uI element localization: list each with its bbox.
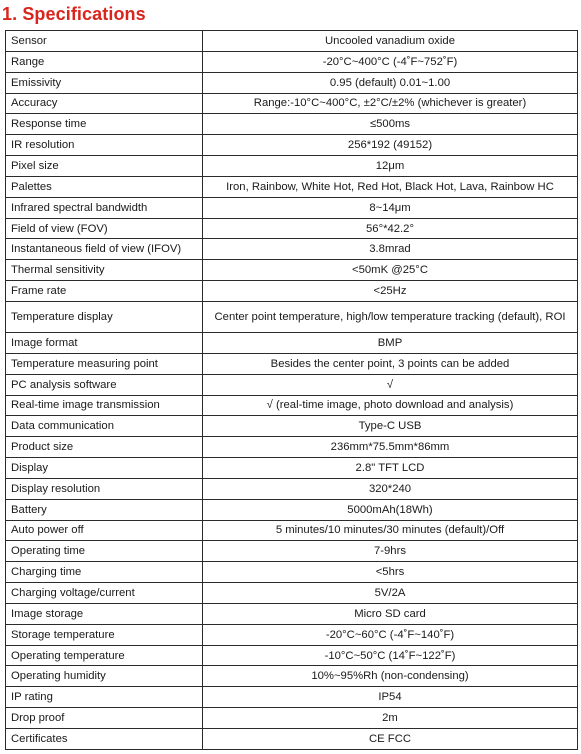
spec-value-cell: 256*192 (49152) xyxy=(203,135,578,156)
spec-value-cell: -20°C~60°C (-4˚F~140˚F) xyxy=(203,624,578,645)
spec-name-cell: Drop proof xyxy=(6,708,203,729)
spec-name-cell: Thermal sensitivity xyxy=(6,260,203,281)
table-row xyxy=(6,218,578,239)
table-row xyxy=(6,51,578,72)
spec-name-cell: Operating temperature xyxy=(6,645,203,666)
table-row xyxy=(6,562,578,583)
table-row xyxy=(6,374,578,395)
spec-name-cell: Certificates xyxy=(6,729,203,750)
spec-name-cell: Palettes xyxy=(6,176,203,197)
table-row xyxy=(6,437,578,458)
table-row xyxy=(6,624,578,645)
spec-name-cell: Operating humidity xyxy=(6,666,203,687)
table-row xyxy=(6,260,578,281)
spec-value-cell: ≤500ms xyxy=(203,114,578,135)
spec-value-cell: 10%~95%Rh (non-condensing) xyxy=(203,666,578,687)
spec-name-cell: Storage temperature xyxy=(6,624,203,645)
table-row xyxy=(6,603,578,624)
spec-name-cell: Battery xyxy=(6,499,203,520)
spec-name-cell: Pixel size xyxy=(6,156,203,177)
spec-name-cell: Instantaneous field of view (IFOV) xyxy=(6,239,203,260)
specifications-table xyxy=(5,30,578,750)
spec-value-cell: 5V/2A xyxy=(203,583,578,604)
spec-name-cell: Product size xyxy=(6,437,203,458)
spec-value-cell: 5000mAh(18Wh) xyxy=(203,499,578,520)
table-row xyxy=(6,114,578,135)
table-row xyxy=(6,395,578,416)
spec-value-cell: 8~14μm xyxy=(203,197,578,218)
spec-value-cell: IP54 xyxy=(203,687,578,708)
table-row xyxy=(6,281,578,302)
table-row xyxy=(6,416,578,437)
spec-value-cell: Besides the center point, 3 points can be added xyxy=(203,353,578,374)
spec-value-cell: 56°*42.2° xyxy=(203,218,578,239)
spec-value-cell: 3.8mrad xyxy=(203,239,578,260)
table-row xyxy=(6,666,578,687)
table-row xyxy=(6,239,578,260)
spec-name-cell: IP rating xyxy=(6,687,203,708)
spec-name-cell: Image storage xyxy=(6,603,203,624)
spec-name-cell: Temperature display xyxy=(6,301,203,332)
table-row xyxy=(6,197,578,218)
spec-name-cell: Temperature measuring point xyxy=(6,353,203,374)
spec-value-cell: Type-C USB xyxy=(203,416,578,437)
table-row xyxy=(6,156,578,177)
spec-name-cell: Frame rate xyxy=(6,281,203,302)
spec-value-cell: Uncooled vanadium oxide xyxy=(203,31,578,52)
spec-value-cell: 7-9hrs xyxy=(203,541,578,562)
table-row xyxy=(6,31,578,52)
spec-value-cell: 5 minutes/10 minutes/30 minutes (default)/Off xyxy=(203,520,578,541)
spec-name-cell: Charging voltage/current xyxy=(6,583,203,604)
spec-value-cell: 320*240 xyxy=(203,478,578,499)
spec-value-cell: CE FCC xyxy=(203,729,578,750)
specifications-table-body xyxy=(6,31,578,750)
spec-name-cell: IR resolution xyxy=(6,135,203,156)
table-row xyxy=(6,353,578,374)
spec-name-cell: Image format xyxy=(6,332,203,353)
spec-name-cell: PC analysis software xyxy=(6,374,203,395)
spec-value-cell: -10°C~50°C (14˚F~122˚F) xyxy=(203,645,578,666)
table-row xyxy=(6,520,578,541)
table-row xyxy=(6,729,578,750)
spec-value-cell: <50mK @25°C xyxy=(203,260,578,281)
table-row xyxy=(6,301,578,332)
spec-name-cell: Range xyxy=(6,51,203,72)
spec-name-cell: Display xyxy=(6,458,203,479)
spec-value-cell: Range:-10°C~400°C, ±2°C/±2% (whichever is greater) xyxy=(203,93,578,114)
spec-value-cell: Micro SD card xyxy=(203,603,578,624)
spec-value-cell: √ (real-time image, photo download and analysis) xyxy=(203,395,578,416)
spec-value-cell: Center point temperature, high/low temperature tracking (default), ROI xyxy=(203,301,578,332)
table-row xyxy=(6,645,578,666)
table-row xyxy=(6,332,578,353)
spec-value-cell: -20°C~400°C (-4˚F~752˚F) xyxy=(203,51,578,72)
spec-name-cell: Auto power off xyxy=(6,520,203,541)
table-row xyxy=(6,541,578,562)
table-row xyxy=(6,135,578,156)
table-row xyxy=(6,478,578,499)
spec-name-cell: Real-time image transmission xyxy=(6,395,203,416)
spec-value-cell: 0.95 (default) 0.01~1.00 xyxy=(203,72,578,93)
table-row xyxy=(6,708,578,729)
spec-value-cell: 236mm*75.5mm*86mm xyxy=(203,437,578,458)
spec-name-cell: Response time xyxy=(6,114,203,135)
spec-name-cell: Emissivity xyxy=(6,72,203,93)
page-title: 1. Specifications xyxy=(2,4,146,24)
spec-name-cell: Data communication xyxy=(6,416,203,437)
spec-name-cell: Display resolution xyxy=(6,478,203,499)
spec-name-cell: Field of view (FOV) xyxy=(6,218,203,239)
spec-value-cell: √ xyxy=(203,374,578,395)
table-row xyxy=(6,499,578,520)
spec-value-cell: <25Hz xyxy=(203,281,578,302)
table-row xyxy=(6,93,578,114)
table-row xyxy=(6,72,578,93)
spec-name-cell: Charging time xyxy=(6,562,203,583)
spec-value-cell: 2.8" TFT LCD xyxy=(203,458,578,479)
spec-name-cell: Accuracy xyxy=(6,93,203,114)
table-row xyxy=(6,687,578,708)
spec-name-cell: Operating time xyxy=(6,541,203,562)
spec-name-cell: Sensor xyxy=(6,31,203,52)
table-row xyxy=(6,176,578,197)
spec-value-cell: <5hrs xyxy=(203,562,578,583)
spec-value-cell: 12μm xyxy=(203,156,578,177)
spec-value-cell: 2m xyxy=(203,708,578,729)
spec-value-cell: BMP xyxy=(203,332,578,353)
spec-value-cell: Iron, Rainbow, White Hot, Red Hot, Black Hot, Lava, Rainbow HC xyxy=(203,176,578,197)
table-row xyxy=(6,583,578,604)
table-row xyxy=(6,458,578,479)
spec-name-cell: Infrared spectral bandwidth xyxy=(6,197,203,218)
